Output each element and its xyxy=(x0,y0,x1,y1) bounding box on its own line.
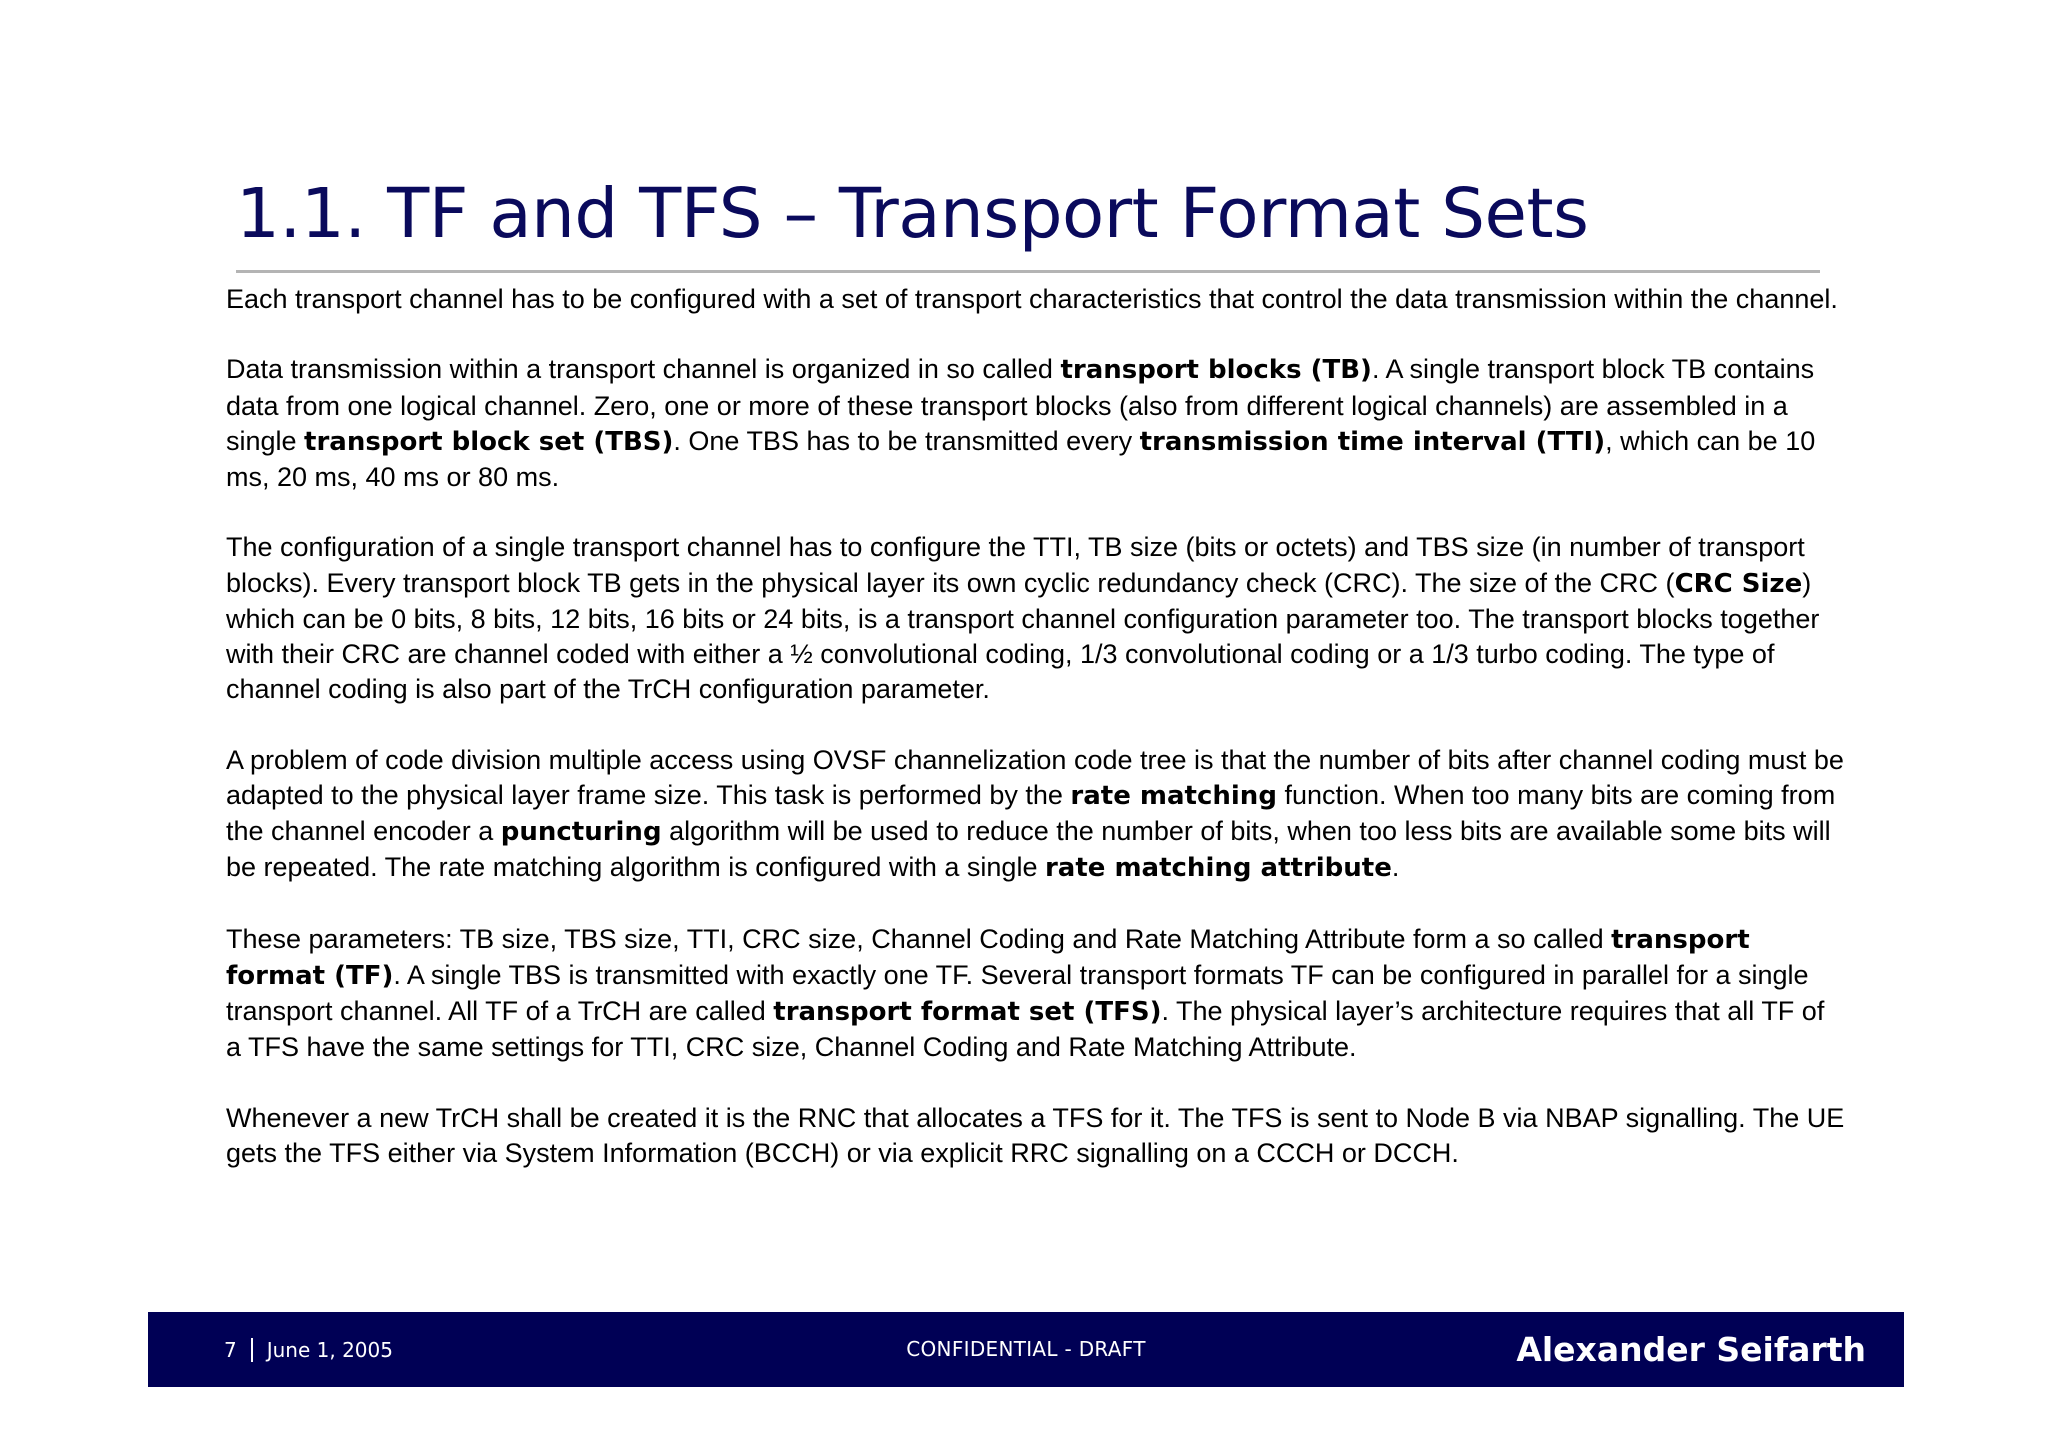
text-run: , which can be 10 ms, 20 ms, 40 ms or 80 ms. xyxy=(226,425,1816,492)
bold-term: rate matching xyxy=(1070,780,1277,811)
text-run: algorithm will be used to reduce the number of bits, when too less bits are available some bits will be repeated. The rate matching algorithm is configured with a single xyxy=(226,816,1831,883)
bold-term: transport format (TF) xyxy=(226,924,1750,991)
paragraph xyxy=(226,530,1846,707)
bold-term: rate matching attribute xyxy=(1044,853,1392,884)
page-number: 7 xyxy=(224,1337,237,1362)
paragraph xyxy=(226,1101,1846,1171)
text-run: function. When too many bits are coming from the channel encoder a xyxy=(226,779,1836,846)
bold-term: CRC Size xyxy=(1674,568,1803,599)
bold-term: transport blocks (TB) xyxy=(1060,355,1372,386)
footer-date: June 1, 2005 xyxy=(266,1337,393,1362)
footer-classification: CONFIDENTIAL - DRAFT xyxy=(906,1337,1146,1361)
text-run: A problem of code division multiple access using OVSF channelization code tree is that the number of bits after channel coding must be adapted to the physical layer frame size. This task is performed by the xyxy=(226,744,1844,810)
text-run: . xyxy=(1391,852,1400,883)
bold-term: transport block set (TBS) xyxy=(304,426,674,457)
text-run: Whenever a new TrCH shall be created it is the RNC that allocates a TFS for it. The TFS is sent to Node B via NBAP signalling. The UE gets the TFS either via System Information (BCCH) or via explicit RRC signalling on a CCCH or DCCH. xyxy=(226,1102,1845,1168)
text-run: ) which can be 0 bits, 8 bits, 12 bits, 16 bits or 24 bits, is a transport channel configuration parameter too. The transport blocks together with their CRC are channel coded with either a ½ convolutional coding, 1/3 convolutional coding or a 1/3 turbo coding. The type of channel coding is also part of the TrCH configuration parameter. xyxy=(226,567,1820,705)
text-run: These parameters: TB size, TBS size, TTI, CRC size, Channel Coding and Rate Matching Attribute form a so called xyxy=(226,923,1612,954)
paragraph xyxy=(226,922,1846,1066)
footer-author: Alexander Seifarth xyxy=(1516,1330,1866,1369)
footer-bar xyxy=(148,1312,1904,1387)
text-run: . The physical layer’s architecture requires that all TF of a TFS have the same settings for TTI, CRC size, Channel Coding and Rate Matching Attribute. xyxy=(226,996,1825,1063)
text-run: Each transport channel has to be configured with a set of transport characteristics that control the data transmission within the channel. xyxy=(226,284,1838,314)
text-run: . One TBS has to be transmitted every xyxy=(673,425,1140,456)
bold-term: puncturing xyxy=(500,817,662,847)
paragraph xyxy=(226,352,1846,495)
bold-term: transmission time interval (TTI) xyxy=(1139,426,1606,457)
footer-separator xyxy=(251,1338,253,1362)
slide-body xyxy=(226,282,1846,1206)
bold-term: transport format set (TFS) xyxy=(773,997,1162,1027)
text-run: . A single transport block TB contains data from one logical channel. Zero, one or more of these transport blocks (also from different logical channels) are assembled in a single xyxy=(226,354,1815,456)
text-run: Data transmission within a transport channel is organized in so called xyxy=(226,354,1061,385)
slide-title: 1.1. TF and TFS – Transport Format Sets xyxy=(236,174,1589,254)
paragraph xyxy=(226,282,1846,317)
footer-meta xyxy=(224,1312,393,1387)
paragraph xyxy=(226,743,1846,887)
text-run: . A single TBS is transmitted with exactly one TF. Several transport formats TF can be configured in parallel for a single transport channel. All TF of a TrCH are called xyxy=(226,959,1809,1026)
title-divider xyxy=(236,270,1820,273)
text-run: The configuration of a single transport channel has to configure the TTI, TB size (bits or octets) and TBS size (in number of transport blocks). Every transport block TB gets in the physical layer its own cyclic redundancy check (CRC). The size of the CRC ( xyxy=(226,532,1805,598)
